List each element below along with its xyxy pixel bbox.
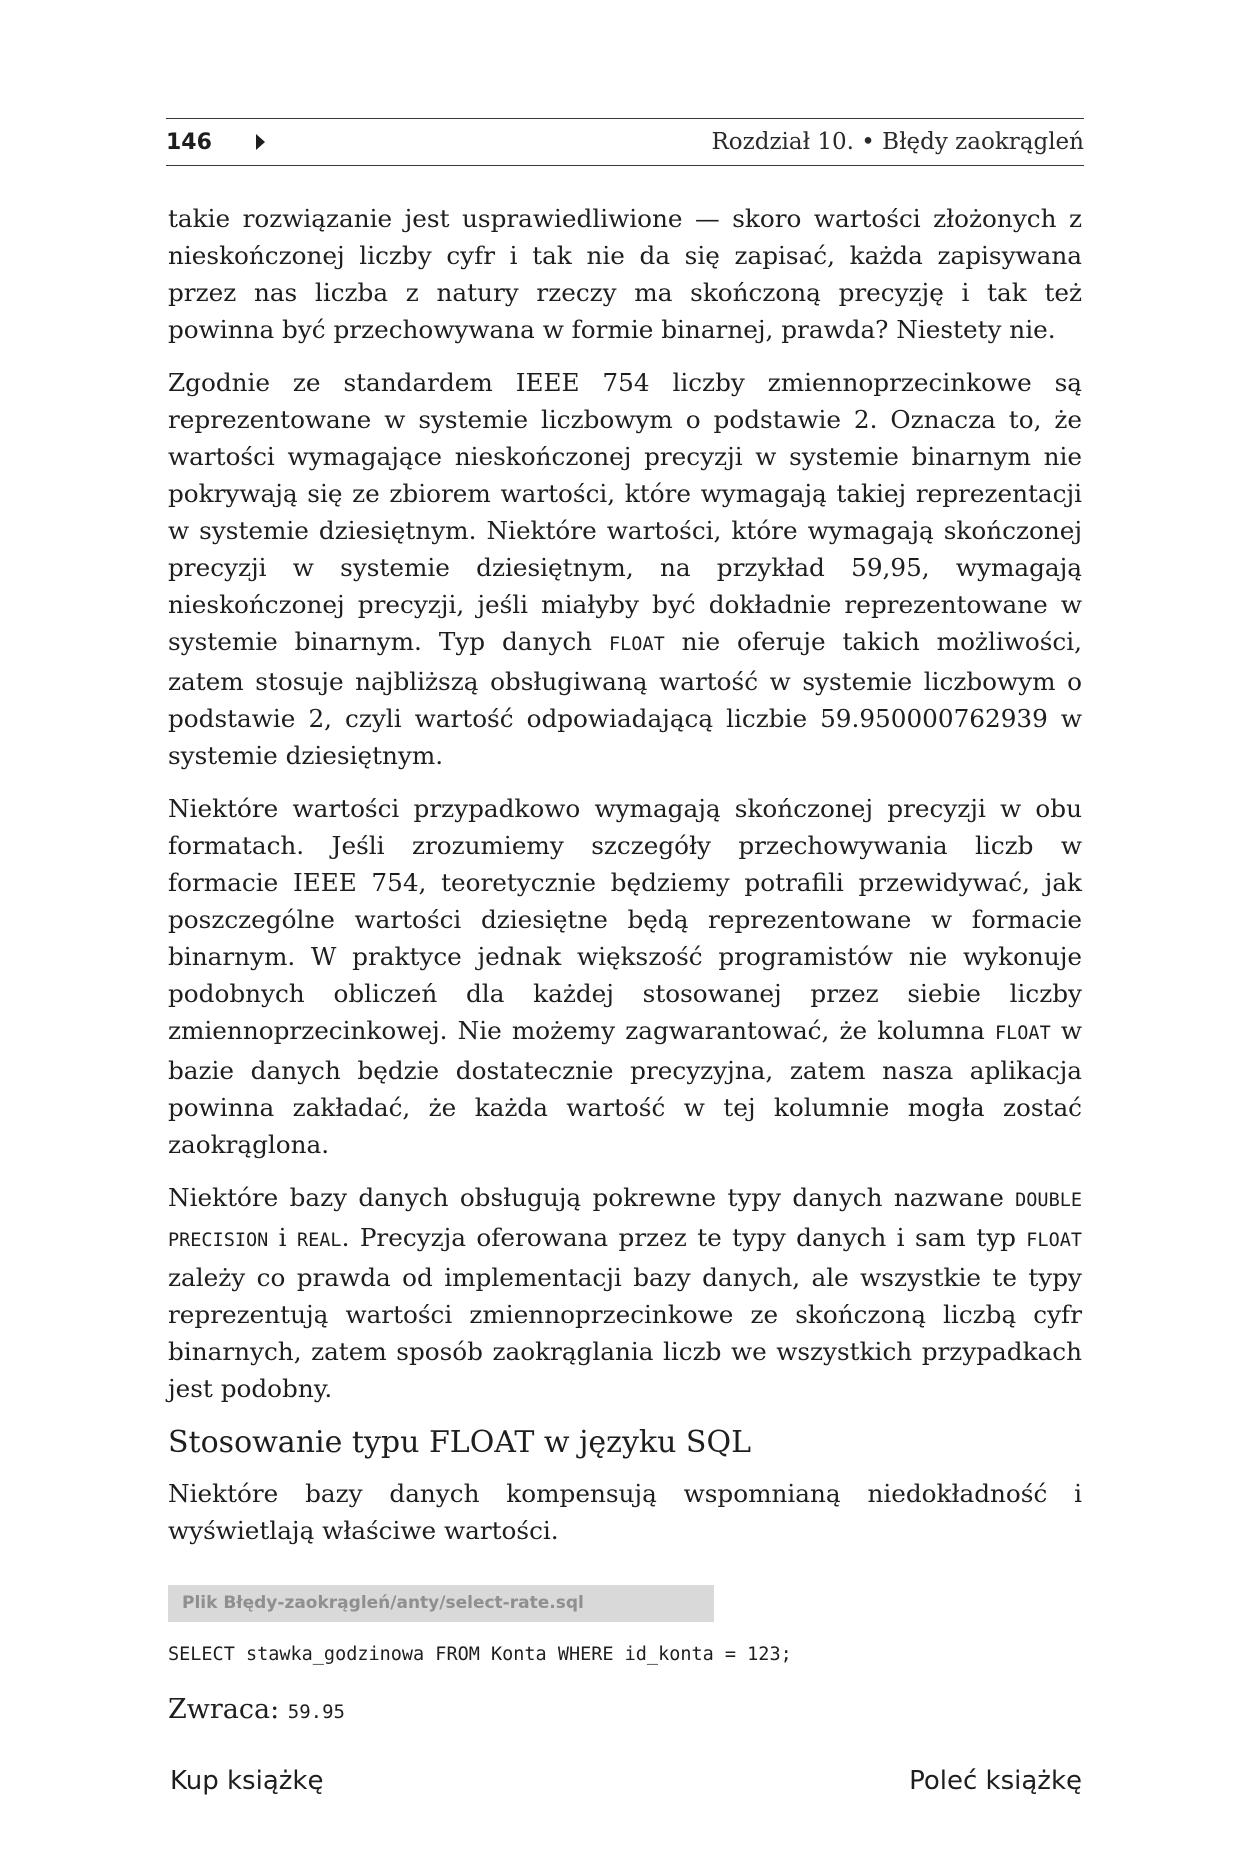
inline-code-double-precision: DOUBLE PRECISION bbox=[168, 1190, 1082, 1251]
buy-book-link[interactable]: Kup książkę bbox=[170, 1766, 324, 1796]
paragraph-3 bbox=[168, 790, 1082, 1163]
paragraph-2-text-a: Zgodnie ze standardem IEEE 754 liczby zmiennoprzecinkowe są reprezentowane w systemie liczbowym o podstawie 2. Oznacza to, że wartości wymagające nieskończonej precyzji w systemie binarnym nie pokrywają się ze zbiorem wartości, które wymagają takiej reprezentacji w systemie dziesiętnym. Niektóre wartości, które wymagają skończonej precyzji w systemie dziesiętnym, na przykład 59,95, wymagają nieskończonej precyzji, jeśli miałyby być dokładnie reprezentowane w systemie binarnym. Typ danych bbox=[168, 368, 1082, 656]
triangle-right-icon bbox=[256, 134, 265, 150]
header-left bbox=[166, 130, 265, 155]
returns-line bbox=[168, 1692, 1082, 1730]
inline-code-float: FLOAT bbox=[1026, 1230, 1082, 1251]
inline-code-real: REAL bbox=[297, 1230, 342, 1251]
recommend-book-link[interactable]: Poleć książkę bbox=[909, 1766, 1082, 1796]
chapter-title: Rozdział 10. • Błędy zaokrągleń bbox=[711, 129, 1084, 155]
paragraph-5 bbox=[168, 1475, 1082, 1549]
inline-code-float: FLOAT bbox=[995, 1023, 1051, 1044]
code-file-label: Plik Błędy-zaokrągleń/anty/select-rate.sql bbox=[168, 1585, 714, 1622]
section-heading: Stosowanie typu FLOAT w języku SQL bbox=[168, 1425, 751, 1460]
paragraph-4-text-d: zależy co prawda od implementacji bazy danych, ale wszystkie te typy reprezentują wartości zmiennoprzecinkowe ze skończoną liczbą cyfr binarnych, zatem sposób zaokrąglania liczb we wszystkich przypadkach jest podobny. bbox=[168, 1263, 1082, 1403]
paragraph-1-text: takie rozwiązanie jest usprawiedliwione — skoro wartości złożonych z nieskończonej liczby cyfr i tak nie da się zapisać, każda zapisywana przez nas liczba z natury rzeczy ma skończoną precyzję i tak też powinna być przechowywana w formie binarnej, prawda? Niestety nie. bbox=[168, 204, 1082, 344]
returns-value: 59.95 bbox=[287, 1701, 345, 1723]
page-content bbox=[168, 200, 1082, 1730]
paragraph-3-text-a: Niektóre wartości przypadkowo wymagają skończonej precyzji w obu formatach. Jeśli zrozumiemy szczegóły przechowywania liczb w formacie IEEE 754, teoretycznie będziemy potrafili przewidywać, jak poszczególne wartości dziesiętne będą reprezentowane w formacie binarnym. W praktyce jednak większość programistów nie wykonuje podobnych obliczeń dla każdej stosowanej przez siebie liczby zmiennoprzecinkowej. Nie możemy zagwarantować, że kolumna bbox=[168, 794, 1082, 1045]
paragraph-5-text: Niektóre bazy danych kompensują wspomnianą niedokładność i wyświetlają właściwe wartości. bbox=[168, 1479, 1082, 1545]
paragraph-4-text-c: . Precyzja oferowana przez te typy danych i sam typ bbox=[341, 1223, 1016, 1252]
running-header bbox=[166, 118, 1084, 166]
paragraph-3-text-b: w bazie danych będzie dostatecznie precyzyjna, zatem nasza aplikacja powinna zakładać, że każda wartość w tej kolumnie mogła zostać zaokrąglona. bbox=[168, 1016, 1082, 1159]
paragraph-4-text-b: i bbox=[278, 1223, 287, 1252]
code-listing: SELECT stawka_godzinowa FROM Konta WHERE id_konta = 123; bbox=[168, 1644, 792, 1665]
returns-label: Zwraca: bbox=[168, 1694, 280, 1725]
paragraph-4 bbox=[168, 1179, 1082, 1407]
paragraph-1 bbox=[168, 200, 1082, 348]
inline-code-float: FLOAT bbox=[609, 634, 665, 655]
paragraph-2-text-b: nie oferuje takich możliwości, zatem stosuje najbliższą obsługiwaną wartość w systemie liczbowym o podstawie 2, czyli wartość odpowiadającą liczbie 59.950000762939 w systemie dziesiętnym. bbox=[168, 627, 1082, 770]
paragraph-2 bbox=[168, 364, 1082, 774]
page-number: 146 bbox=[166, 129, 212, 155]
paragraph-4-text-a: Niektóre bazy danych obsługują pokrewne typy danych nazwane bbox=[168, 1183, 1004, 1212]
